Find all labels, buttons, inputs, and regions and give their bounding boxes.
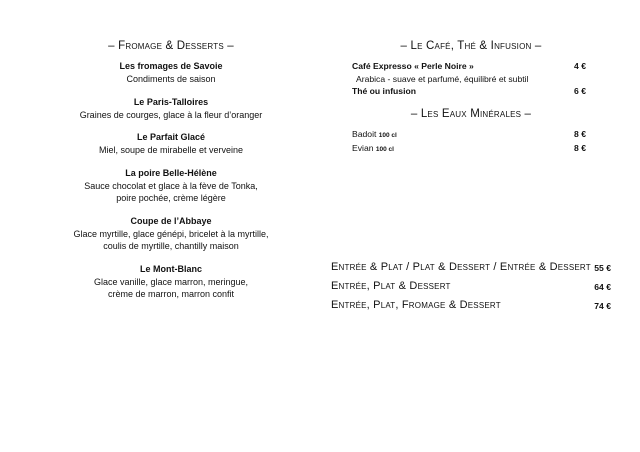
formula-label: Entrée & Plat / Plat & Dessert / Entrée & Dessert bbox=[331, 261, 591, 273]
formula-row bbox=[331, 277, 611, 296]
dish-item bbox=[40, 96, 302, 122]
dish-description: Glace vanille, glace marron, meringue, bbox=[93, 276, 249, 287]
formula-row bbox=[331, 296, 611, 315]
dish-item bbox=[40, 131, 302, 157]
water-volume: 100 cl bbox=[375, 146, 394, 153]
dish-description: Glace myrtille, glace génépi, bricelet à la myrtille, bbox=[73, 228, 269, 239]
drink-name: Thé ou infusion bbox=[352, 86, 416, 96]
dish-item bbox=[40, 167, 302, 205]
dish-item bbox=[40, 215, 302, 253]
dish-title: Les fromages de Savoie bbox=[119, 61, 223, 71]
formula-price: 55 € bbox=[594, 263, 611, 273]
drink-name: Café Expresso « Perle Noire » bbox=[352, 61, 474, 71]
dish-title: Coupe de l’Abbaye bbox=[130, 215, 212, 226]
water-row bbox=[352, 142, 590, 157]
dish-title: Le Paris-Talloires bbox=[133, 96, 209, 107]
dish-description: Condiments de saison bbox=[126, 74, 216, 84]
fromage-desserts-heading: – Fromage & Desserts – bbox=[108, 40, 234, 52]
drink-row bbox=[352, 85, 590, 98]
dish-title: Le Mont-Blanc bbox=[140, 263, 202, 274]
dish-description: coulis de myrtille, chantilly maison bbox=[103, 241, 239, 251]
formulas-section bbox=[331, 258, 611, 315]
cafe-heading: – Le Café, Thé & Infusion – bbox=[400, 40, 542, 52]
drink-price: 4 € bbox=[574, 61, 586, 71]
dish-description: crème de marron, marron confit bbox=[107, 289, 235, 299]
water-volume: 100 cl bbox=[378, 131, 397, 139]
water-row bbox=[352, 128, 590, 143]
drink-price: 6 € bbox=[574, 86, 586, 96]
dish-item bbox=[40, 60, 302, 86]
formula-price: 64 € bbox=[594, 282, 611, 292]
dish-description: Sauce chocolat et glace à la fève de Tonka, bbox=[84, 180, 258, 191]
dish-title: Le Parfait Glacé bbox=[136, 132, 206, 142]
eaux-heading: – Les Eaux Minérales – bbox=[410, 107, 532, 120]
water-price: 8 € bbox=[574, 128, 586, 139]
dish-description: Graines de courges, glace à la fleur d’oranger bbox=[79, 109, 263, 120]
formula-label: Entrée, Plat & Dessert bbox=[331, 280, 451, 292]
drinks-section bbox=[352, 40, 590, 157]
dish-title: La poire Belle-Hélène bbox=[125, 167, 217, 178]
formula-label: Entrée, Plat, Fromage & Dessert bbox=[331, 299, 501, 311]
dish-description: poire pochée, crème légère bbox=[116, 193, 226, 203]
water-name: Badoit bbox=[352, 128, 377, 139]
dish-item bbox=[40, 263, 302, 301]
fromage-desserts-section bbox=[40, 40, 302, 311]
formula-price: 74 € bbox=[594, 301, 611, 311]
water-name: Evian bbox=[352, 143, 374, 153]
drink-row bbox=[352, 60, 590, 85]
drink-description: Arabica - suave et parfumé, équilibré et subtil bbox=[356, 73, 529, 84]
formula-row bbox=[331, 258, 611, 277]
dish-description: Miel, soupe de mirabelle et verveine bbox=[98, 145, 244, 155]
water-price: 8 € bbox=[574, 143, 586, 153]
